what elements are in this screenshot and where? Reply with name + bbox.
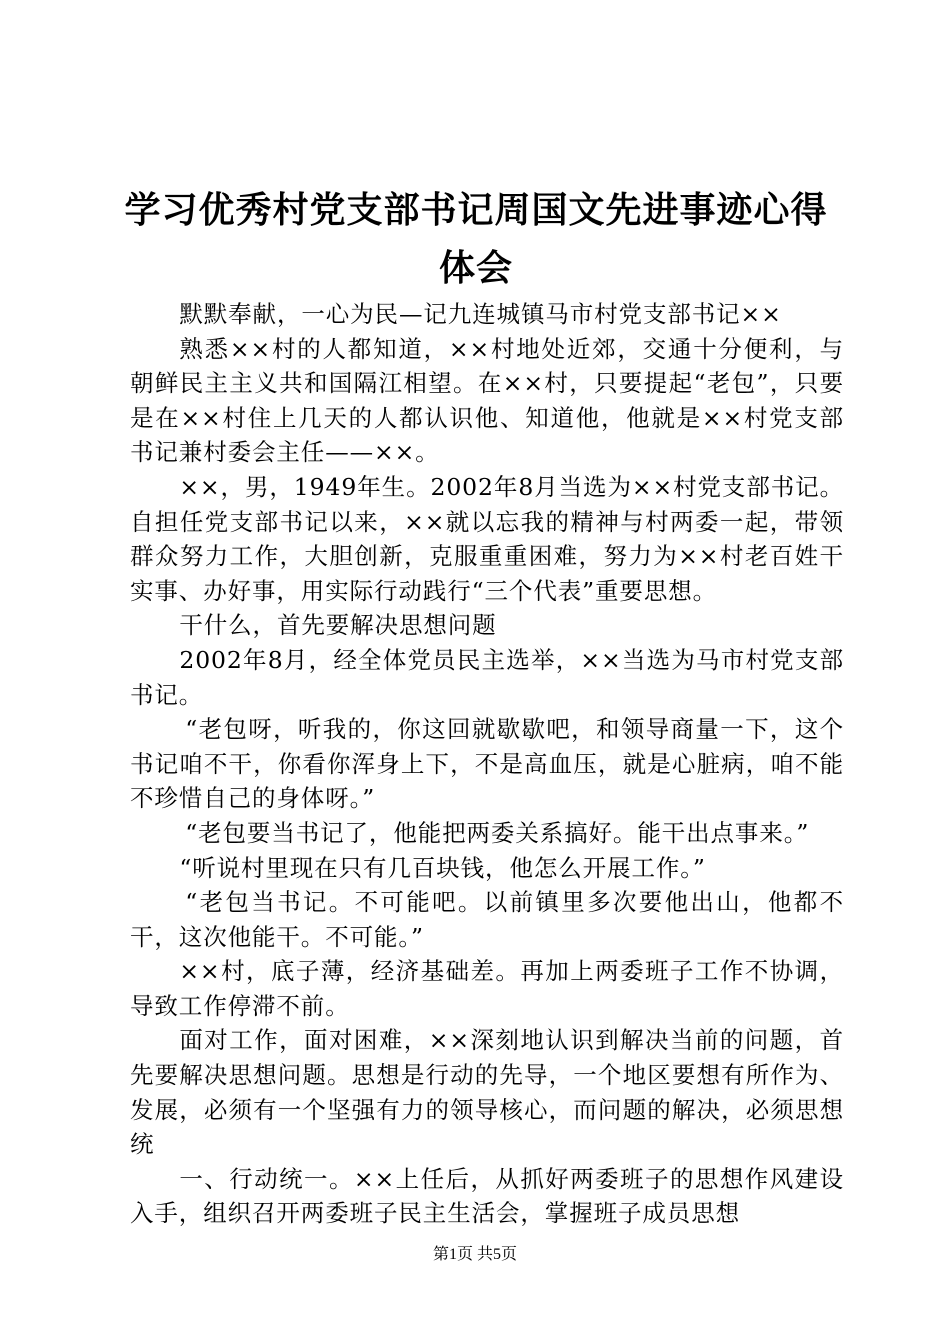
- quote-paragraph: “听说村里现在只有几百块钱，他怎么开展工作。”: [179, 853, 706, 882]
- body-paragraph: 熟悉××村的人都知道，××村地处近郊，交通十分便利，与朝鲜民主主义共和国隔江相望。在××村，只要提起“老包”，只要是在××村住上几天的人都认识他、知道他，他就是××村党支部书记兼村委会主任——××。: [130, 334, 844, 467]
- body-paragraph: ××，男，1949年生。2002年8月当选为××村党支部书记。自担任党支部书记以来，××就以忘我的精神与村两委一起，带领群众努力工作，大胆创新，克服重重困难，努力为××村老百姓干实事、办好事，用实际行动践行“三个代表”重要思想。: [130, 472, 844, 605]
- quote-paragraph: “老包要当书记了，他能把两委关系搞好。能干出点事来。”: [185, 818, 810, 847]
- body-paragraph: 一、行动统一。××上任后，从抓好两委班子的思想作风建设入手，组织召开两委班子民主生活会，掌握班子成员思想: [130, 1164, 844, 1228]
- subtitle-paragraph: 默默奉献，一心为民—记九连城镇马市村党支部书记××: [179, 300, 782, 328]
- document-body: [130, 297, 844, 1231]
- quote-paragraph: “老包呀，听我的，你这回就歇歇吧，和领导商量一下，这个书记咱不干，你看你浑身上下，不是高血压，就是心脏病，咱不能不珍惜自己的身体呀。”: [130, 715, 844, 813]
- quote-paragraph: “老包当书记。不可能吧。以前镇里多次要他出山，他都不干，这次他能干。不可能。”: [130, 888, 844, 951]
- section-heading: 干什么，首先要解决思想问题: [179, 611, 497, 640]
- body-paragraph: 2002年8月，经全体党员民主选举，××当选为马市村党支部书记。: [130, 645, 844, 709]
- body-paragraph: ××村，底子薄，经济基础差。再加上两委班子工作不协调，导致工作停滞不前。: [130, 957, 844, 1020]
- body-paragraph: 面对工作，面对困难，××深刻地认识到解决当前的问题，首先要解决思想问题。思想是行动的先导，一个地区要想有所作为、发展，必须有一个坚强有力的领导核心，而问题的解决，必须思想统: [130, 1026, 844, 1159]
- page-footer: 第1页 共5页: [432, 1246, 517, 1263]
- document-title: 学习优秀村党支部书记周国文先进事迹心得体会: [124, 189, 828, 289]
